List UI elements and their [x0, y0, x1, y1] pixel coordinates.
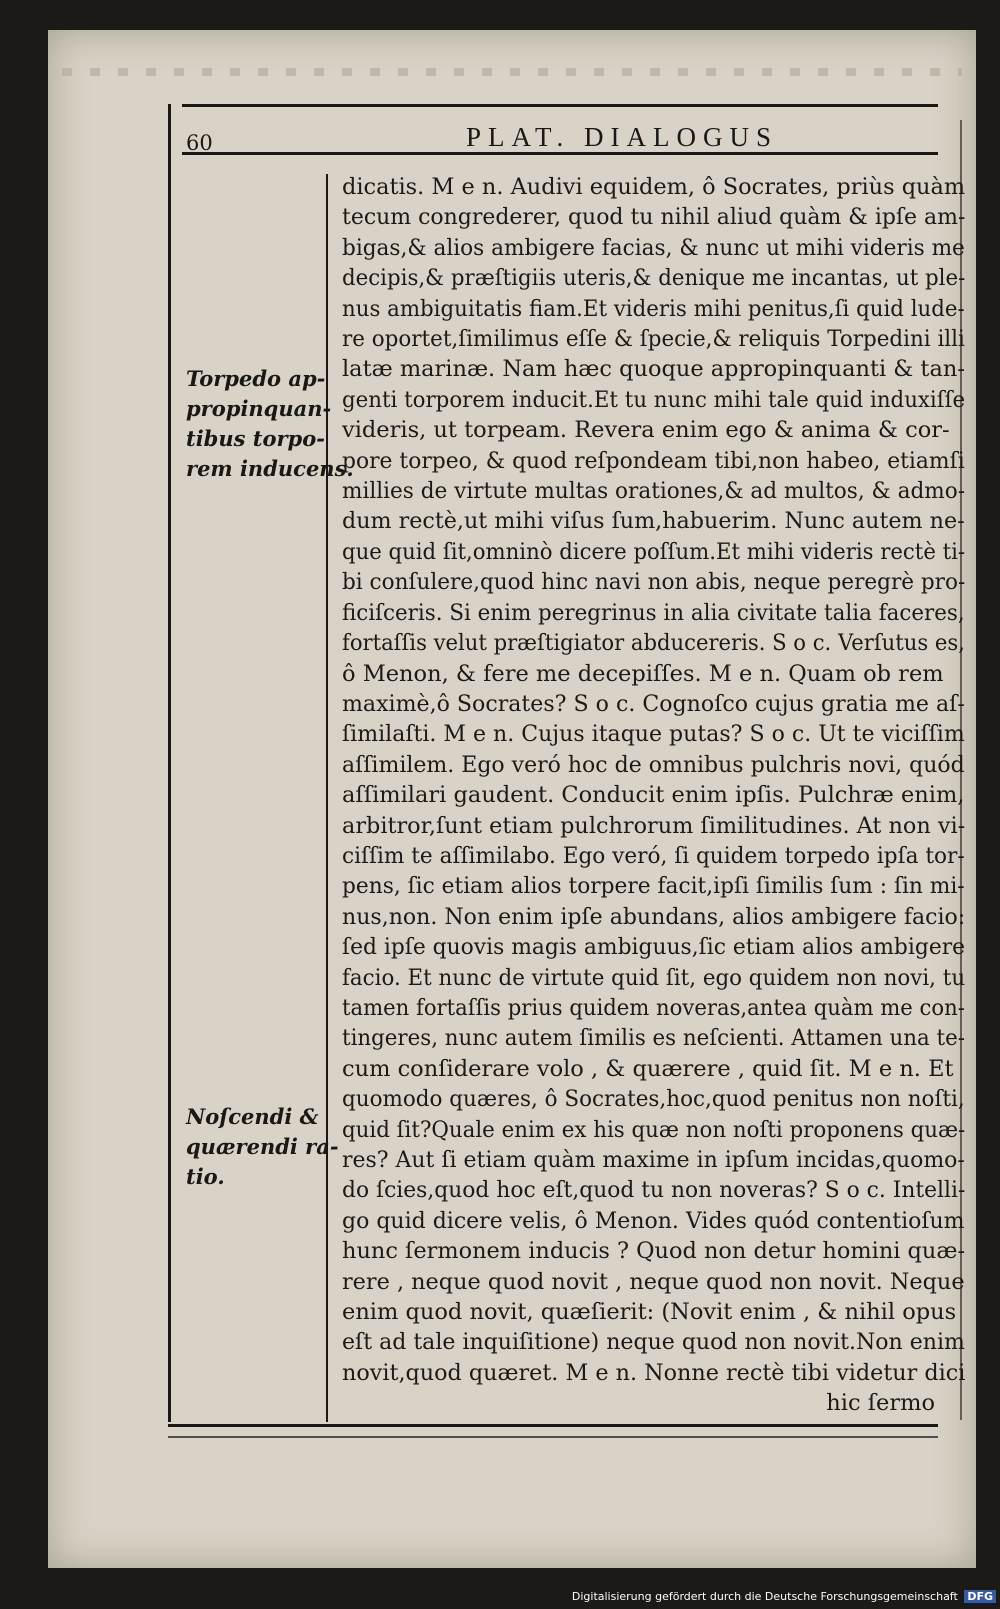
margin-note-line: tio. — [186, 1164, 225, 1189]
margin-note-line: Torpedo ap- — [186, 366, 326, 391]
header-rule-top — [182, 104, 938, 107]
text-line: go quid dicere velis, ô Menon. Vides quód contentioſum — [342, 1207, 965, 1234]
text-line: bigas,& alios ambigere facias, & nunc ut mihi videris me — [342, 234, 965, 261]
text-line: ficiſceris. Si enim peregrinus in alia civitate talia faceres, — [342, 599, 965, 626]
text-line: nus ambiguitatis fiam.Et videris mihi penitus,ſi quid lude- — [342, 295, 965, 322]
text-line: maximè,ô Socrates? S o c. Cognoſco cujus gratia me aſ- — [342, 690, 965, 717]
catchword: hic ſermo — [826, 1390, 935, 1417]
text-line: eſt ad tale inquiſitione) neque quod non novit.Non enim — [342, 1329, 965, 1356]
margin-note-line: quærendi ra- — [186, 1134, 339, 1159]
text-line: ſed ipſe quovis magis ambiguus,ſic etiam alios ambigere — [342, 934, 966, 961]
running-head: PLAT. DIALOGUS — [466, 122, 778, 152]
footer-rule — [168, 1424, 938, 1427]
text-line: re oportet,ſimilimus eſſe & ſpecie,& reliquis Torpedini illi — [342, 326, 965, 353]
text-line: novit,quod quæret. M e n. Nonne rectè tibi videtur dici — [342, 1359, 966, 1386]
footer-rule-lower — [168, 1436, 938, 1438]
text-line: dicatis. M e n. Audivi equidem, ô Socrates, priùs quàm — [342, 174, 966, 200]
text-line: ô Menon, & fere me decepiſſes. M e n. Quam ob rem — [342, 660, 944, 687]
margin-note-line: Noſcendi & — [186, 1104, 319, 1129]
text-line: pens, ſic etiam alios torpere facit,ipſi ſimilis ſum : ſin mi- — [342, 873, 965, 900]
text-line: tecum congrederer, quod tu nihil aliud quàm & ipſe am- — [342, 204, 966, 231]
dfg-logo: DFG — [964, 1590, 996, 1603]
margin-note-line: rem inducens. — [186, 456, 354, 481]
text-line: nus,non. Non enim ipſe abundans, alios ambigere facio: — [342, 903, 966, 930]
text-line: enim quod novit, quæſierit: (Novit enim , & nihil opus — [342, 1299, 957, 1326]
text-line: decipis,& præſtigiis uteris,& denique me incantas, ut ple- — [342, 265, 966, 292]
margin-note-torpedo — [186, 364, 354, 484]
page-number: 60 — [186, 131, 213, 155]
digitization-credit — [572, 1590, 996, 1603]
text-line: fortaſſis velut præſtigiator abducereris. S o c. Verſutus es, — [342, 630, 965, 657]
margin-note-noscendi — [186, 1102, 339, 1192]
text-line: genti torporem inducit.Et tu nunc mihi tale quid induxiſſe — [342, 386, 966, 413]
top-ornament-border — [62, 68, 962, 76]
text-line: ſimilaſti. M e n. Cujus itaque putas? S o c. Ut te viciſſim — [342, 721, 965, 748]
text-line: ciſſim te aſſimilabo. Ego veró, ſi quidem torpedo ipſa tor- — [342, 842, 965, 869]
text-line: res? Aut ſi etiam quàm maxime in ipſum incidas,quomo- — [342, 1147, 965, 1173]
text-line: que quid ſit,omninò dicere poſſum.Et mihi videris rectè ti- — [342, 538, 966, 565]
text-line: aſſimilari gaudent. Conducit enim ipſis. Pulchræ enim, — [342, 782, 965, 809]
margin-note-line: propinquan- — [186, 396, 332, 421]
text-line: cum conſiderare volo , & quærere , quid ſit. M e n. Et — [342, 1055, 954, 1082]
text-line: tingeres, nunc autem ſimilis es neſcienti. Attamen una te- — [342, 1025, 965, 1052]
text-line: bi conſulere,quod hinc navi non abis, neque peregrè pro- — [342, 569, 966, 596]
text-line: hunc ſermonem inducis ? Quod non detur homini quæ- — [342, 1238, 966, 1265]
text-line: facio. Et nunc de virtute quid ſit, ego quidem non novi, tu — [342, 964, 966, 991]
margin-note-line: tibus torpo- — [186, 426, 325, 451]
text-line: latæ marinæ. Nam hæc quoque appropinquanti & tan- — [342, 356, 965, 383]
text-line: tamen fortaſſis prius quidem noveras,antea quàm me con- — [342, 994, 965, 1021]
text-line: rere , neque quod novit , neque quod non novit. Neque — [342, 1268, 965, 1295]
text-line: quid ſit?Quale enim ex his quæ non noſti proponens quæ- — [342, 1116, 966, 1143]
text-line: quomodo quæres, ô Socrates,hoc,quod penitus non noſti, — [342, 1086, 965, 1113]
text-line: pore torpeo, & quod reſpondeam tibi,non habeo, etiamſi — [342, 447, 965, 474]
text-line: aſſimilem. Ego veró hoc de omnibus pulchris novi, quód — [342, 751, 965, 778]
margin-left-rule — [168, 104, 171, 1422]
credit-text: Digitalisierung gefördert durch die Deutsche Forschungsgemeinschaft — [571, 1590, 958, 1603]
text-line: do ſcies,quod hoc eſt,quod tu non noveras? S o c. Intelli- — [342, 1177, 966, 1204]
text-line: videris, ut torpeam. Revera enim ego & anima & cor- — [342, 417, 950, 444]
body-text — [342, 172, 965, 1419]
text-line: millies de virtute multas orationes,& ad multos, & admo- — [342, 478, 965, 505]
text-line: arbitror,ſunt etiam pulchrorum ſimilitudines. At non vi- — [342, 812, 966, 839]
text-line: dum rectè,ut mihi viſus ſum,habuerim. Nunc autem ne- — [342, 508, 965, 535]
margin-column-rule — [326, 174, 328, 1422]
